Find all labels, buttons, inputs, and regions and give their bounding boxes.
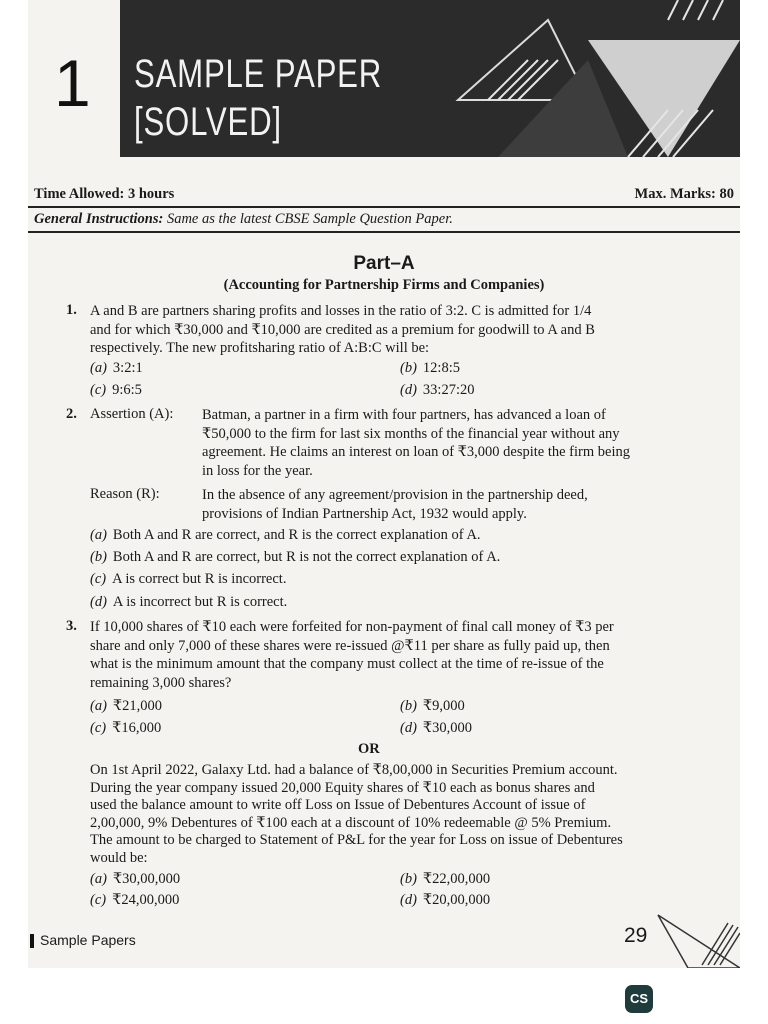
reason-label: Reason (R):: [90, 486, 160, 502]
option-a: (a) Both A and R are correct, and R is the correct explanation of A.: [90, 527, 481, 543]
exam-meta-row: [34, 186, 734, 203]
camscanner-logo-icon: CS: [625, 985, 653, 1013]
assertion-text: [202, 406, 702, 480]
question-number: 2.: [66, 406, 77, 422]
option-c: (c) ₹16,000: [90, 720, 162, 736]
option-a: (a) ₹30,00,000: [90, 871, 181, 887]
time-allowed: Time Allowed: 3 hours: [34, 186, 175, 202]
reason-text: [202, 486, 702, 523]
question-number: 3.: [66, 618, 77, 634]
instructions-text: Same as the latest CBSE Sample Question Paper.: [166, 211, 453, 227]
document-page: [28, 0, 740, 968]
divider: [28, 231, 740, 233]
chapter-title-line2: [SOLVED]: [134, 100, 282, 144]
option-a: (a) 3:2:1: [90, 360, 143, 376]
reason-line: provisions of Indian Partnership Act, 1932 would apply.: [202, 505, 527, 522]
reason-line: In the absence of any agreement/provision in the partnership deed,: [202, 487, 588, 503]
or-separator: OR: [358, 741, 380, 757]
assertion-label: Assertion (A):: [90, 406, 174, 422]
option-d: (d) ₹30,000: [400, 720, 473, 736]
question-line: used the balance amount to write off Loss on Issue of Debentures Account of issue of: [90, 797, 586, 813]
question-line: would be:: [90, 849, 148, 866]
question-text: [90, 302, 702, 358]
option-b: (b) Both A and R are correct, but R is not the correct explanation of A.: [90, 549, 501, 565]
alternate-question-text: [90, 762, 702, 867]
option-b: (b) ₹22,00,000: [400, 871, 491, 887]
footer-bar-icon: [30, 934, 34, 948]
question-line: 2,00,000, 9% Debentures of ₹100 each at a discount of 10% redeemable @ 5% Premium.: [90, 814, 612, 831]
max-marks: Max. Marks: 80: [634, 186, 734, 202]
part-title: Part–A: [353, 253, 415, 274]
option-d: (d) ₹20,00,000: [400, 892, 491, 908]
question-line: share and only 7,000 of these shares were re-issued @₹11 per share as fully paid up, then: [90, 637, 610, 654]
chapter-number-box: [28, 0, 120, 157]
option-c: (c) ₹24,00,000: [90, 892, 180, 908]
question-line: respectively. The new profitsharing ratio of A:B:C will be:: [90, 340, 430, 356]
option-d: (d) 33:27:20: [400, 382, 475, 398]
question-line: The amount to be charged to Statement of P&L for the year for Loss on issue of Debentures: [90, 832, 623, 848]
assertion-line: Batman, a partner in a firm with four partners, has advanced a loan of: [202, 407, 606, 423]
footer-section-label: Sample Papers: [40, 932, 136, 948]
option-b: (b) 12:8:5: [400, 360, 460, 376]
instructions-label: General Instructions:: [34, 211, 164, 227]
question-line: If 10,000 shares of ₹10 each were forfeited for non-payment of final call money of ₹3 per: [90, 619, 614, 635]
question-line: and for which ₹30,000 and ₹10,000 are credited as a premium for goodwill to A and B: [90, 321, 595, 338]
option-a: (a) ₹21,000: [90, 698, 163, 714]
question-line: On 1st April 2022, Galaxy Ltd. had a balance of ₹8,00,000 in Securities Premium account.: [90, 762, 618, 778]
question-line: A and B are partners sharing profits and losses in the ratio of 3:2. C is admitted for 1/4: [90, 303, 592, 319]
divider: [28, 206, 740, 208]
question-number: 1.: [66, 302, 77, 318]
footer-section: [30, 932, 136, 948]
assertion-line: in loss for the year.: [202, 462, 313, 479]
option-b: (b) ₹9,000: [400, 698, 465, 714]
chapter-title-line1: SAMPLE PAPER: [134, 52, 383, 96]
question-text: [90, 618, 702, 692]
assertion-line: agreement. He claims an interest on loan of ₹3,000 despite the firm being: [202, 444, 630, 460]
chapter-header-band: [28, 0, 740, 157]
general-instructions: [34, 211, 734, 228]
page-number: 29: [624, 924, 648, 947]
option-c: (c) 9:6:5: [90, 382, 142, 398]
question-line: remaining 3,000 shares?: [90, 674, 232, 691]
option-d: (d) A is incorrect but R is correct.: [90, 594, 288, 610]
question-line: what is the minimum amount that the company must collect at the time of re-issue of the: [90, 656, 604, 672]
footer-decoration: [648, 905, 740, 968]
part-subtitle: (Accounting for Partnership Firms and Companies): [223, 277, 545, 293]
assertion-line: ₹50,000 to the firm for last six months of the financial year without any: [202, 425, 620, 442]
chapter-number: 1: [54, 46, 91, 120]
option-c: (c) A is correct but R is incorrect.: [90, 571, 287, 587]
question-line: During the year company issued 20,000 Equity shares of ₹10 each as bonus shares and: [90, 779, 595, 796]
